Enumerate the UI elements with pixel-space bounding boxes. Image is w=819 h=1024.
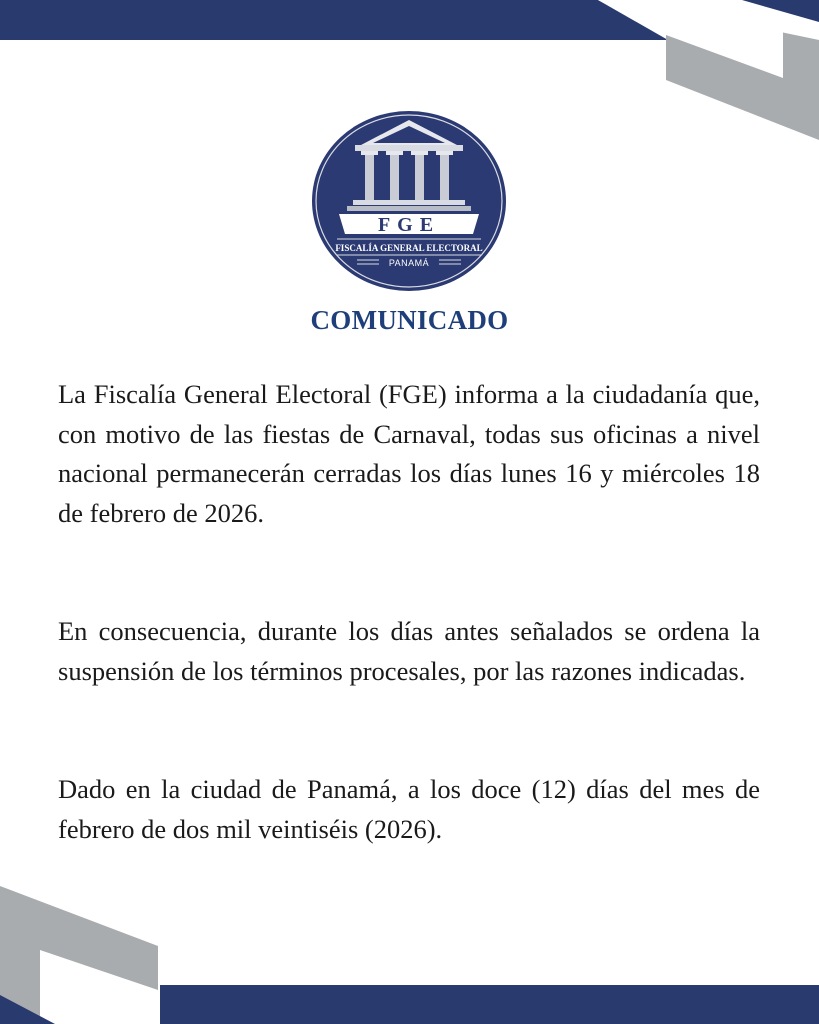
page-title: COMUNICADO: [310, 305, 509, 335]
paragraph-suspension: En consecuencia, durante los días antes señalados se ordena la suspensión de los términos procesales, por las razones indicadas.: [58, 616, 760, 686]
bottom-navy-band: [160, 985, 819, 1024]
fge-logo: [311, 110, 507, 292]
paragraph-signature-date: Dado en la ciudad de Panamá, a los doce (12) días del mes de febrero de dos mil veintiséis (2026).: [58, 774, 760, 844]
paragraph-announcement: La Fiscalía General Electoral (FGE) informa a la ciudadanía que, con motivo de las fiestas de Carnaval, todas sus oficinas a nivel nacional permanecerán cerradas los días lunes 16 y miércoles 18 de febrero de 2026.: [58, 379, 760, 528]
logo-country: PANAMÁ: [388, 258, 430, 268]
top-navy-band: [0, 0, 668, 40]
logo-full-name: FISCALÍA GENERAL ELECTORAL: [335, 243, 483, 253]
logo-abbreviation: FGE: [377, 214, 441, 236]
fge-seal-icon: [311, 110, 507, 292]
